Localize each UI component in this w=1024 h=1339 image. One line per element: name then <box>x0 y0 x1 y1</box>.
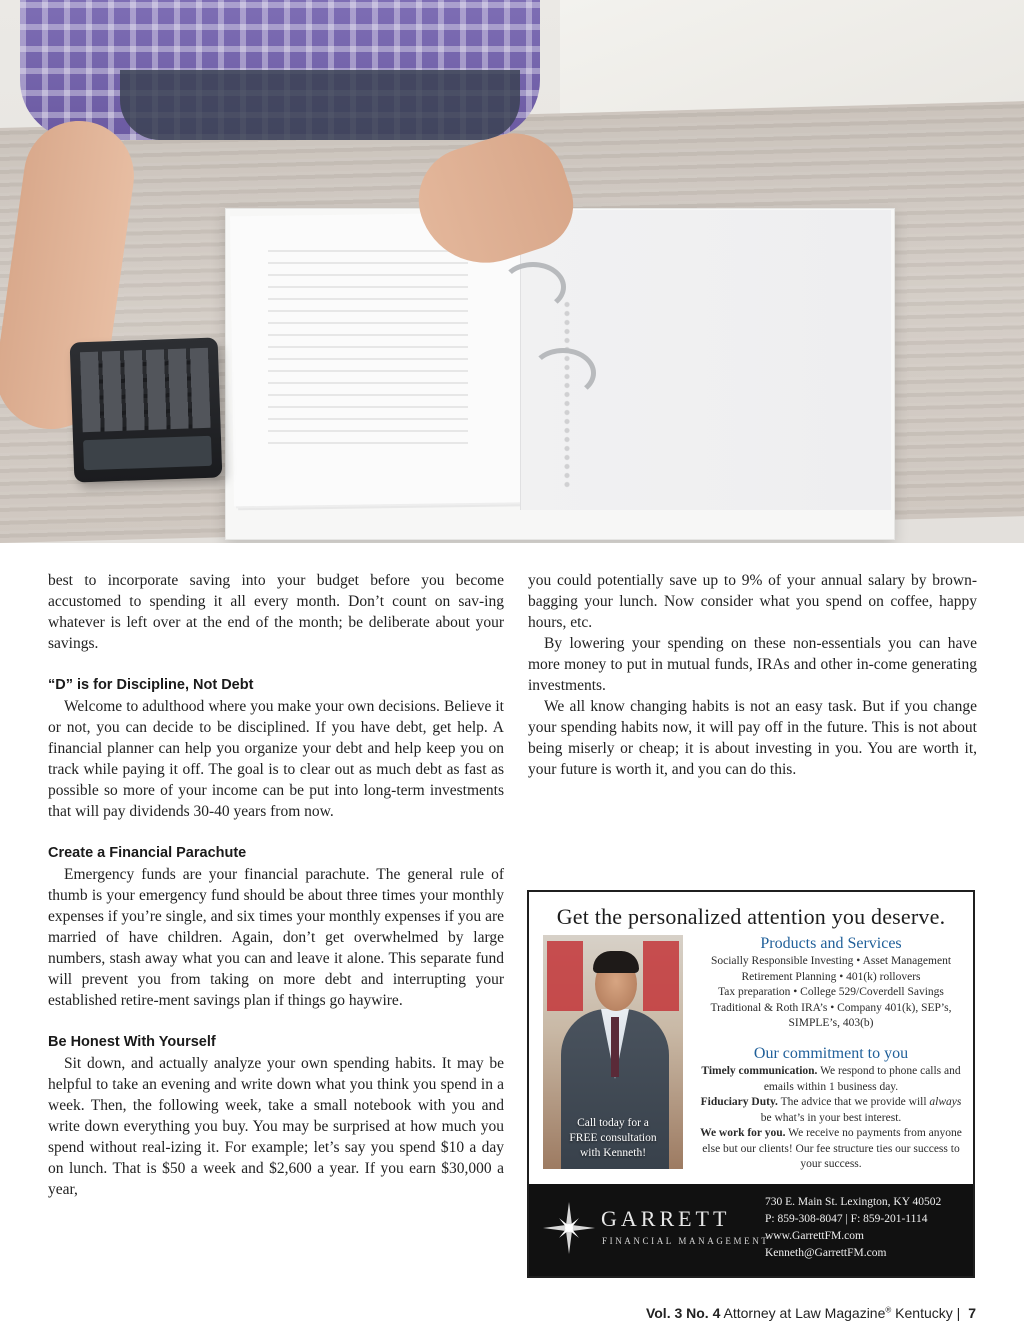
magazine-name: Attorney at Law Magazine <box>723 1305 886 1321</box>
calculator-keys <box>80 348 211 432</box>
photo-caption: Call today for a FREE consultation with Kenneth! <box>569 1117 657 1159</box>
commitment-item: Timely communication. We respond to phone calls and emails within 1 business day. <box>701 1065 961 1093</box>
commitment-item: Fiduciary Duty. The advice that we provide will always be what’s in your best interest. <box>700 1096 962 1124</box>
magazine-region: Kentucky | <box>891 1305 965 1321</box>
commitment-title: Our commitment to you <box>753 1045 909 1062</box>
logo-subtitle: FINANCIAL MANAGEMENT <box>602 1236 770 1246</box>
paragraph: Sit down, and actually analyze your own spending habits. It may be helpful to take an evening and write down what you think you spend in a week. Then, the following week, take a small notebook with you and write down everything you buy. You may be surprised at how much you spend without real-izing it. For example; let’s say you spend $10 a day on lunch. That is $50 a week and $2,600 a year. If you earn $30,000 a year, <box>48 1055 504 1198</box>
paragraph: We all know changing habits is not an easy task. But if you change your spending habits now, it will pay off in the future. This is not about being miserly or cheap; it is about investing in you. You are worth it, your future is worth it, and you can do this. <box>528 698 977 778</box>
contact-info <box>765 1194 941 1262</box>
ad-headline: Get the personalized attention you deserve. <box>556 904 946 929</box>
commitment-item: We work for you. We receive no payments from anyone else but our clients! Our fee structure ties our success to your success. <box>700 1127 962 1170</box>
product-line: SIMPLE’s, 403(b) <box>788 1017 874 1029</box>
calculator <box>70 337 223 482</box>
article-column-right <box>528 570 977 780</box>
background-window <box>643 941 679 1011</box>
invoice-lines <box>268 250 468 450</box>
address: 730 E. Main St. Lexington, KY 40502 <box>765 1196 942 1208</box>
advisor-photo <box>543 935 683 1169</box>
section-heading-honest: Be Honest With Yourself <box>48 1034 216 1050</box>
logo-name: GARRETT <box>601 1206 731 1231</box>
products-section <box>697 934 965 1032</box>
paragraph: By lowering your spending on these non-essentials you can have more money to put in mutual funds, IRAs and other in-come generating investments. <box>528 635 977 694</box>
product-line: Socially Responsible Investing • Asset Management <box>710 955 952 967</box>
ad-footer-band <box>529 1184 973 1276</box>
section-heading-parachute: Create a Financial Parachute <box>48 845 247 861</box>
paragraph: best to incorporate saving into your budget before you become accustomed to spending it all every month. Don’t count on sav-ing whatever is left over at the end of the month; be deliberate about your savings. <box>48 572 504 652</box>
product-line: Retirement Planning • 401(k) rollovers <box>741 970 921 983</box>
website-link[interactable]: www.GarrettFM.com <box>765 1230 864 1242</box>
section-heading-discipline: “D” is for Discipline, Not Debt <box>48 677 254 693</box>
article-column-left <box>48 570 504 1200</box>
advisor-tie <box>611 1017 619 1077</box>
background-window <box>547 941 583 1011</box>
garrett-advertisement <box>527 890 975 1278</box>
commitment-section <box>697 1044 965 1173</box>
paragraph: you could potentially save up to 9% of your annual salary by brown-bagging your lunch. Now consider what you spend on coffee, happy hours, etc. <box>528 572 977 631</box>
email-link[interactable]: Kenneth@GarrettFM.com <box>765 1247 887 1259</box>
product-line: Traditional & Roth IRA’s • Company 401(k), SEP’s, <box>710 1001 952 1014</box>
paragraph: Emergency funds are your financial parachute. The general rule of thumb is your emergency fund should be about three times your monthly expenses if you’re single, and six times your monthly expenses if you are married of have children. Again, don’t get overwhelmed by large numbers, stash away what you can and leave it alone. This separate fund will prevent you from taking on more debt and interrupting your established retire-ment savings plan if things go haywire. <box>48 866 504 1009</box>
registered-mark: ® <box>885 1305 892 1315</box>
binder-ring-top <box>500 262 566 312</box>
shirt-shadow <box>120 70 520 140</box>
calculator-display <box>83 436 212 470</box>
paragraph: Welcome to adulthood where you make your own decisions. Believe it or not, you can decide to be disciplined. If you have debt, get help. A financial planner can help you organize your debt and help keep you on track while paying it off. The goal is to clear out as much debt as fast as possible so more of your income can be put into long-term investments that will pay dividends 30-40 years from now. <box>48 698 504 820</box>
header-photo <box>0 0 1024 543</box>
product-line: Tax preparation • College 529/Coverdell Savings <box>718 986 944 998</box>
volume-label: Vol. 3 No. 4 <box>645 1305 721 1321</box>
compass-star-icon <box>543 1202 595 1254</box>
phone-fax: P: 859-308-8047 | F: 859-201-1114 <box>765 1213 928 1225</box>
advisor-hair <box>593 951 639 973</box>
binder-ring-bottom <box>530 348 596 398</box>
page-number: 7 <box>968 1305 976 1321</box>
products-title: Products and Services <box>760 935 902 952</box>
page-footer <box>646 1305 976 1321</box>
